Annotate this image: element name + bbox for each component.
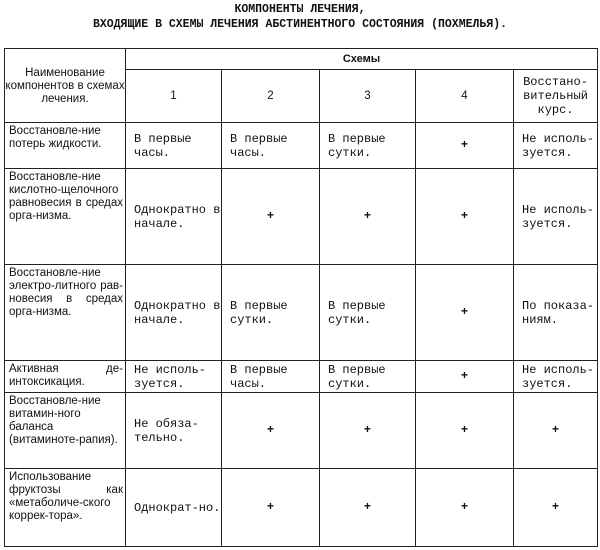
row-cell: Однократно в начале. xyxy=(126,265,222,361)
row-cell: + xyxy=(320,469,416,547)
header-scheme-1: 1 xyxy=(126,70,222,123)
row-cell: + xyxy=(416,265,514,361)
row-name: Активная де-интоксикация. xyxy=(5,361,126,393)
row-cell: + xyxy=(416,361,514,393)
row-cell: Не исполь-зуется. xyxy=(514,169,598,265)
table-row xyxy=(5,469,598,547)
row-cell: + xyxy=(222,393,320,469)
treatment-components-table xyxy=(4,48,598,547)
row-name: Восстановле-ние потерь жидкости. xyxy=(5,123,126,169)
header-component-name: Наименование компонентов в схемах лечения. xyxy=(5,49,126,123)
header-recovery-course: Восстано-вительный курс. xyxy=(514,70,598,123)
row-cell: Не обяза-тельно. xyxy=(126,393,222,469)
row-cell: + xyxy=(416,393,514,469)
header-schemes: Схемы xyxy=(126,49,598,70)
row-cell: Однократно в начале. xyxy=(126,169,222,265)
row-cell: + xyxy=(320,169,416,265)
row-cell: В первые сутки. xyxy=(320,265,416,361)
row-cell: В первые часы. xyxy=(222,123,320,169)
row-cell: В первые сутки. xyxy=(320,123,416,169)
table-row xyxy=(5,169,598,265)
document-title-line1: КОМПОНЕНТЫ ЛЕЧЕНИЯ, xyxy=(234,3,366,16)
row-cell: + xyxy=(320,393,416,469)
row-cell: В первые часы. xyxy=(126,123,222,169)
row-cell: + xyxy=(222,169,320,265)
row-name: Восстановле-ние витамин-ного баланса (витаминоте-рапия). xyxy=(5,393,126,469)
table-row xyxy=(5,265,598,361)
row-cell: Однократ-но. xyxy=(126,469,222,547)
document-title-line2: ВХОДЯЩИЕ В СХЕМЫ ЛЕЧЕНИЯ АБСТИНЕНТНОГО СОСТОЯНИЯ (ПОХМЕЛЬЯ). xyxy=(92,18,508,31)
table-row xyxy=(5,361,598,393)
row-cell: + xyxy=(416,123,514,169)
row-cell: Не исполь-зуется. xyxy=(514,123,598,169)
row-name: Восстановле-ние кислотно-щелочного равновесия в средах орга-низма. xyxy=(5,169,126,265)
header-scheme-2: 2 xyxy=(222,70,320,123)
row-name: Восстановле-ние электро-литного рав-новесия в средах орга-низма. xyxy=(5,265,126,361)
row-cell: В первые часы. xyxy=(222,361,320,393)
row-cell: Не исполь-зуется. xyxy=(514,361,598,393)
row-cell: В первые сутки. xyxy=(222,265,320,361)
row-cell: В первые сутки. xyxy=(320,361,416,393)
row-cell: По показа-ниям. xyxy=(514,265,598,361)
row-cell: Не исполь-зуется. xyxy=(126,361,222,393)
header-scheme-3: 3 xyxy=(320,70,416,123)
header-scheme-4: 4 xyxy=(416,70,514,123)
table-row xyxy=(5,393,598,469)
row-cell: + xyxy=(514,393,598,469)
row-cell: + xyxy=(514,469,598,547)
row-name: Использование фруктозы как «метаболиче-ского коррек-тора». xyxy=(5,469,126,547)
table-row xyxy=(5,123,598,169)
row-cell: + xyxy=(416,169,514,265)
row-cell: + xyxy=(416,469,514,547)
row-cell: + xyxy=(222,469,320,547)
